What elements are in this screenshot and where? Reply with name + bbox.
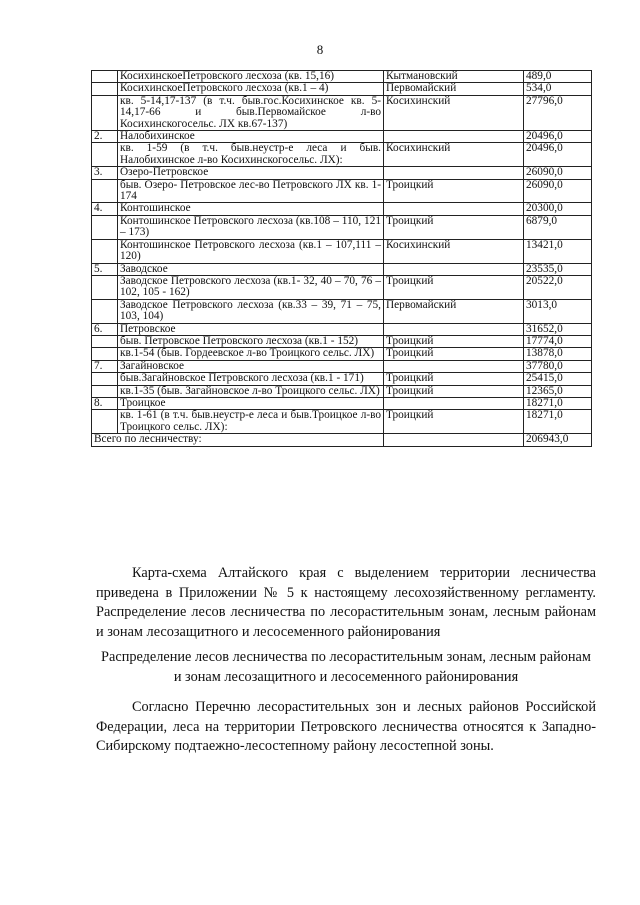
table-row (92, 348, 592, 360)
map-reference-paragraph: Карта-схема Алтайского края с выделением территории лесничества приведена в Приложении № 5 к настоящему лесохозяйственному регламенту. Распределение лесов лесничества по лесорастительным зонам, лесным районам и зонам лесозащитного и лесосеменного районирования (96, 565, 596, 640)
row-number (92, 71, 118, 83)
forestry-table (91, 70, 592, 447)
forest-district-name: быв. Петровское Петровского лесхоза (кв.1 - 152) (118, 335, 384, 347)
row-number: 7. (92, 360, 118, 372)
area-value: 534,0 (524, 83, 592, 95)
forest-district-name: Озеро-Петровское (118, 167, 384, 179)
admin-district: Кытмановский (384, 71, 524, 83)
area-value: 27796,0 (524, 95, 592, 130)
row-number: 3. (92, 167, 118, 179)
table-row (92, 275, 592, 299)
area-value: 37780,0 (524, 360, 592, 372)
area-value: 20496,0 (524, 143, 592, 167)
area-value: 31652,0 (524, 323, 592, 335)
total-label: Всего по лесничеству: (92, 434, 384, 446)
admin-district: Первомайский (384, 83, 524, 95)
row-number (92, 348, 118, 360)
forest-district-name: Петровское (118, 323, 384, 335)
forest-district-name: Заводское (118, 263, 384, 275)
area-value: 18271,0 (524, 397, 592, 409)
table-row (92, 335, 592, 347)
row-number (92, 239, 118, 263)
table-row (92, 71, 592, 83)
table-row (92, 410, 592, 434)
forest-district-name: кв. 1-59 (в т.ч. быв.неустр-е леса и быв. Налобихинское л-во Косихинскогосельс. ЛХ): (118, 143, 384, 167)
forest-district-name: Контошинское Петровского лесхоза (кв.108 – 110, 121 – 173) (118, 215, 384, 239)
admin-district (384, 360, 524, 372)
row-number (92, 410, 118, 434)
area-value: 489,0 (524, 71, 592, 83)
table-row (92, 397, 592, 409)
forest-district-name: Заводское Петровского лесхоза (кв.33 – 39, 71 – 75, 103, 104) (118, 299, 384, 323)
table-row (92, 323, 592, 335)
area-value: 26090,0 (524, 167, 592, 179)
admin-district: Троицкий (384, 215, 524, 239)
table-row (92, 385, 592, 397)
section-heading: Распределение лесов лесничества по лесорастительным зонам, лесным районам и зонам лесозащитного и лесосеменного районирования (101, 649, 591, 685)
admin-district: Троицкий (384, 373, 524, 385)
admin-district (384, 167, 524, 179)
table-row (92, 143, 592, 167)
admin-district: Троицкий (384, 348, 524, 360)
admin-district: Косихинский (384, 239, 524, 263)
table-row (92, 215, 592, 239)
table-body (92, 71, 592, 447)
table-row (92, 167, 592, 179)
table-row (92, 263, 592, 275)
area-value: 6879,0 (524, 215, 592, 239)
forest-district-name: Контошинское (118, 203, 384, 215)
page-number: 8 (316, 42, 324, 57)
area-value: 17774,0 (524, 335, 592, 347)
admin-district: Первомайский (384, 299, 524, 323)
forest-district-name: быв.Загайновское Петровского лесхоза (кв.1 - 171) (118, 373, 384, 385)
area-value: 18271,0 (524, 410, 592, 434)
row-number (92, 373, 118, 385)
admin-district: Троицкий (384, 385, 524, 397)
table-row (92, 131, 592, 143)
admin-district: Косихинский (384, 143, 524, 167)
area-value: 26090,0 (524, 179, 592, 203)
forest-district-name: быв. Озеро- Петровское лес-во Петровского ЛХ кв. 1-174 (118, 179, 384, 203)
row-number: 6. (92, 323, 118, 335)
forest-district-name: Загайновское (118, 360, 384, 372)
table-row (92, 83, 592, 95)
table-row (92, 299, 592, 323)
row-number (92, 143, 118, 167)
table-row (92, 95, 592, 130)
row-number: 4. (92, 203, 118, 215)
row-number (92, 95, 118, 130)
forest-district-name: кв. 5-14,17-137 (в т.ч. быв.гос.Косихинское кв. 5-14,17-66 и быв.Первомайское л-во Косихинскогосельс. ЛХ кв.67-137) (118, 95, 384, 130)
row-number (92, 83, 118, 95)
admin-district: Троицкий (384, 179, 524, 203)
row-number (92, 215, 118, 239)
forest-district-name: кв.1-35 (быв. Загайновское л-во Троицкого сельс. ЛХ) (118, 385, 384, 397)
row-number (92, 335, 118, 347)
area-value: 13878,0 (524, 348, 592, 360)
area-value: 25415,0 (524, 373, 592, 385)
admin-district (384, 397, 524, 409)
admin-district (384, 203, 524, 215)
table-row (92, 373, 592, 385)
admin-district: Троицкий (384, 410, 524, 434)
zone-description-paragraph: Согласно Перечню лесорастительных зон и лесных районов Российской Федерации, леса на территории Петровского лесничества относятся к Западно-Сибирскому подтаежно-лесостепному району лесостепной зоны. (96, 699, 596, 755)
forest-district-name: КосихинскоеПетровского лесхоза (кв.1 – 4) (118, 83, 384, 95)
row-number (92, 299, 118, 323)
forest-district-name: Троицкое (118, 397, 384, 409)
admin-district: Косихинский (384, 95, 524, 130)
row-number: 2. (92, 131, 118, 143)
forest-district-name: кв. 1-61 (в т.ч. быв.неустр-е леса и быв.Троицкое л-во Троицкого сельс. ЛХ): (118, 410, 384, 434)
total-empty-cell (384, 434, 524, 446)
area-value: 20300,0 (524, 203, 592, 215)
total-area: 206943,0 (524, 434, 592, 446)
forest-district-name: Заводское Петровского лесхоза (кв.1- 32, 40 – 70, 76 – 102, 105 - 162) (118, 275, 384, 299)
admin-district (384, 131, 524, 143)
forest-district-name: КосихинскоеПетровского лесхоза (кв. 15,16) (118, 71, 384, 83)
row-number (92, 179, 118, 203)
forest-district-name: Контошинское Петровского лесхоза (кв.1 – 107,111 – 120) (118, 239, 384, 263)
row-number (92, 385, 118, 397)
total-row (92, 434, 592, 446)
forest-district-name: кв.1-54 (быв. Гордеевское л-во Троицкого сельс. ЛХ) (118, 348, 384, 360)
table-row (92, 203, 592, 215)
area-value: 20522,0 (524, 275, 592, 299)
area-value: 13421,0 (524, 239, 592, 263)
table-row (92, 179, 592, 203)
row-number: 8. (92, 397, 118, 409)
row-number: 5. (92, 263, 118, 275)
admin-district (384, 263, 524, 275)
area-value: 20496,0 (524, 131, 592, 143)
table-row (92, 360, 592, 372)
table-row (92, 239, 592, 263)
area-value: 3013,0 (524, 299, 592, 323)
area-value: 12365,0 (524, 385, 592, 397)
forest-district-name: Налобихинское (118, 131, 384, 143)
area-value: 23535,0 (524, 263, 592, 275)
admin-district (384, 323, 524, 335)
admin-district: Троицкий (384, 275, 524, 299)
admin-district: Троицкий (384, 335, 524, 347)
row-number (92, 275, 118, 299)
